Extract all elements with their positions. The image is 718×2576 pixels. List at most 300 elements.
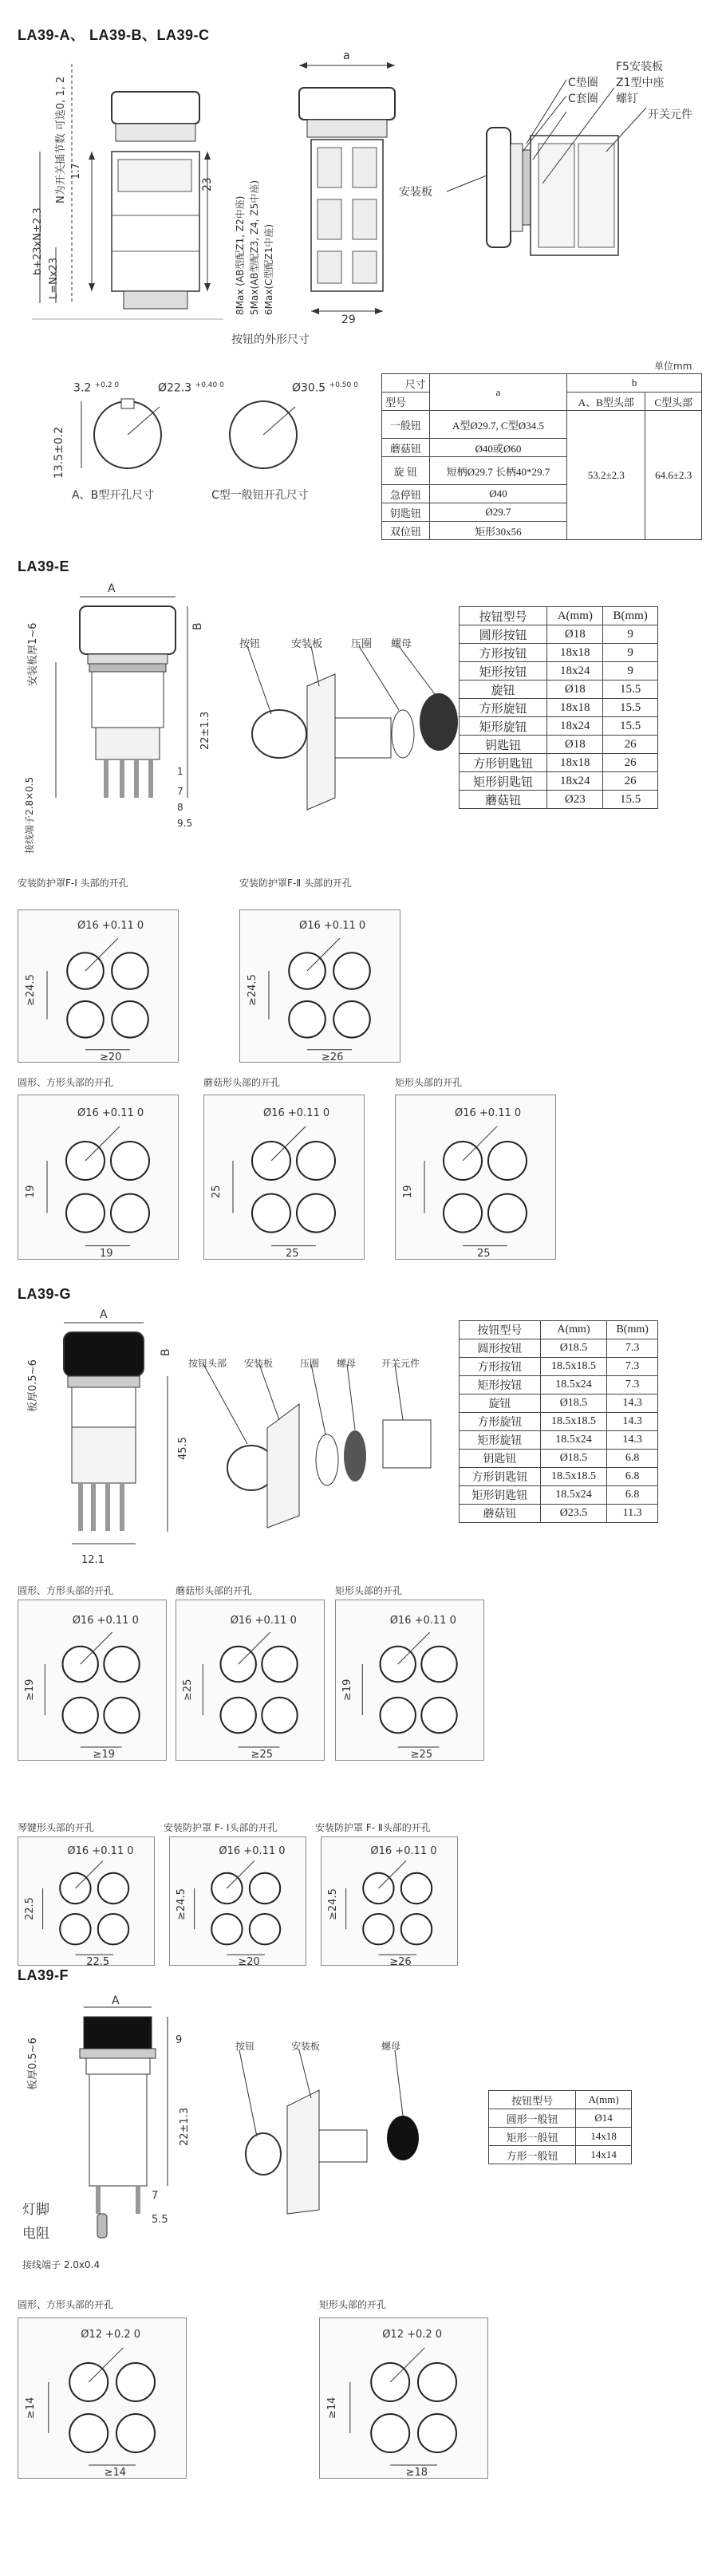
g-r8c1: 18.5x24	[540, 1486, 607, 1505]
f-dim-7: 7	[152, 2190, 159, 2202]
g-th-2: B(mm)	[607, 1321, 658, 1339]
hole-circle	[111, 1142, 149, 1180]
abc-table-h-size: 尺寸	[404, 377, 426, 390]
f-exploded-drawing	[223, 2042, 463, 2218]
abc-dim-nlabel: N为开关插节数 可选0, 1, 2	[55, 76, 67, 203]
hole-vertical-dim: 22.5	[23, 1896, 36, 1920]
e-side-drawing	[32, 590, 199, 854]
e-callout-nut: 螺母	[391, 638, 412, 650]
hole-circle	[262, 1698, 297, 1733]
table-row	[460, 662, 658, 680]
e-r3c1: Ø18	[547, 680, 603, 699]
g-dim-panel: 板厚0.5~6	[27, 1359, 39, 1412]
g-r2c2: 7.3	[607, 1376, 658, 1395]
e-hole-bot-1-svg	[204, 1095, 364, 1259]
e-dim-a: A	[108, 582, 116, 595]
f-callout-nut: 螺母	[381, 2041, 401, 2052]
e-dim-8: 8	[177, 802, 183, 813]
hole-circle	[381, 1698, 416, 1733]
g-r4c2: 14.3	[607, 1413, 658, 1431]
e-hole-bot-0	[18, 1095, 179, 1260]
abc-callout-switch: 开关元件	[648, 108, 692, 121]
g-r2c0: 矩形按钮	[460, 1376, 541, 1395]
abc-hole-c-label: C型一般钮开孔尺寸	[211, 489, 309, 502]
f-dim-pin: 接线端子 2.0x0.4	[22, 2259, 101, 2270]
g-r1c0: 方形按钮	[460, 1358, 541, 1376]
hole-circle	[60, 1914, 90, 1944]
table-row	[460, 1358, 658, 1376]
hole-circle	[262, 1647, 297, 1682]
abc-hole-c	[215, 391, 311, 479]
e-r8c0: 矩形钥匙钮	[460, 772, 547, 791]
hole-circle	[104, 1698, 139, 1733]
e-r8c2: 26	[603, 772, 658, 791]
g-th-0: 按钮型号	[460, 1321, 541, 1339]
hole-horizontal-dim: ≥18	[405, 2467, 428, 2479]
f-dim-22: 22±1.3	[179, 2107, 191, 2146]
hole-circle	[444, 1194, 482, 1233]
hole-circle	[112, 1001, 148, 1038]
abc-row-1-a: Ø40或Ø60	[429, 439, 566, 457]
g-callout-switch: 开关元件	[381, 1358, 420, 1369]
table-row	[489, 2146, 632, 2164]
g-hole-bot-0-title: 琴键形头部的开孔	[18, 1822, 95, 1833]
hole-diameter-label: Ø16 +0.11 0	[77, 1107, 144, 1119]
section-title-e: LA39-E	[18, 558, 70, 574]
abc-hole-c-dia-tol: +0.50 0	[329, 381, 358, 389]
hole-diameter-label: Ø16 +0.11 0	[77, 920, 144, 933]
abc-dim-a: a	[343, 49, 350, 62]
abc-side-drawing	[16, 48, 223, 351]
hole-diameter-label: Ø16 +0.11 0	[67, 1845, 134, 1858]
g-r5c0: 矩形旋钮	[460, 1431, 541, 1450]
hole-circle	[112, 953, 148, 989]
abc-b-ab-value: 53.2±2.3	[567, 411, 645, 540]
table-row	[460, 1413, 658, 1431]
hole-circle	[98, 1914, 128, 1944]
g-hole-top-2	[335, 1600, 484, 1761]
e-r7c1: 18x18	[547, 754, 603, 772]
hole-vertical-dim: ≥19	[341, 1679, 354, 1701]
f-dim-panel: 板厚0.5~6	[27, 2038, 39, 2090]
abc-hole-ab-dia	[158, 381, 224, 395]
hole-diameter-label: Ø16 +0.11 0	[370, 1845, 437, 1858]
hole-circle	[371, 2414, 409, 2452]
e-callout-ring: 压圈	[351, 638, 373, 650]
e-r6c1: Ø18	[547, 736, 603, 754]
e-r0c2: 9	[603, 625, 658, 644]
hole-circle	[111, 1194, 149, 1233]
hole-circle	[363, 1914, 393, 1944]
g-hole-bot-1-title: 安装防护罩 F- Ⅰ头部的开孔	[164, 1822, 278, 1833]
hole-circle	[289, 1001, 325, 1038]
hole-vertical-dim: ≥24.5	[25, 974, 37, 1007]
abc-hole-ab-key	[73, 381, 119, 395]
g-callout-ring: 压圈	[300, 1358, 320, 1369]
table-row	[460, 625, 658, 644]
e-dim-7: 7	[177, 786, 183, 797]
table-row	[460, 791, 658, 809]
e-r2c0: 矩形按钮	[460, 662, 547, 680]
g-r3c1: Ø18.5	[540, 1395, 607, 1413]
hole-circle	[421, 1698, 456, 1733]
e-r9c1: Ø23	[547, 791, 603, 809]
e-hole-bot-0-svg	[18, 1095, 178, 1259]
hole-circle	[252, 1194, 290, 1233]
abc-hole-ab-dia-tol: +0.40 0	[195, 381, 224, 389]
hole-circle	[297, 1142, 335, 1180]
f-hole-0-title: 圆形、方形头部的开孔	[18, 2299, 114, 2310]
hole-circle	[221, 1698, 256, 1733]
e-hole-top-0	[18, 909, 179, 1063]
g-r5c2: 14.3	[607, 1431, 658, 1450]
g-hole-top-2-title: 矩形头部的开孔	[335, 1585, 403, 1596]
abc-dim-29: 29	[341, 314, 356, 326]
e-hole-top-1	[239, 909, 400, 1063]
f-th-1: A(mm)	[576, 2091, 632, 2109]
abc-max-label-3: 6Max(C型配Z1中座)	[263, 223, 274, 315]
e-r4c2: 15.5	[603, 699, 658, 717]
abc-table-header-b: b	[567, 374, 702, 393]
table-row	[460, 680, 658, 699]
section-title-g: LA39-G	[18, 1286, 72, 1302]
g-hole-top-0	[18, 1600, 167, 1761]
hole-vertical-dim: ≥24.5	[175, 1888, 187, 1920]
g-r4c1: 18.5x18.5	[540, 1413, 607, 1431]
hole-circle	[421, 1647, 456, 1682]
abc-callout-panel: 安装板	[399, 186, 432, 199]
table-row	[460, 1339, 658, 1358]
g-r7c1: 18.5x18.5	[540, 1468, 607, 1486]
e-r2c1: 18x24	[547, 662, 603, 680]
hole-horizontal-dim: ≥26	[322, 1051, 344, 1063]
g-r6c1: Ø18.5	[540, 1450, 607, 1468]
abc-outline-label: 按钮的外形尺寸	[231, 333, 310, 346]
e-r7c2: 26	[603, 754, 658, 772]
e-r2c2: 9	[603, 662, 658, 680]
g-r9c2: 11.3	[607, 1505, 658, 1523]
g-r3c0: 旋钮	[460, 1395, 541, 1413]
abc-dim-bx: b+23xN±2.3	[32, 207, 44, 275]
e-spec-table	[459, 606, 658, 809]
hole-horizontal-dim: ≥25	[251, 1749, 274, 1761]
e-r0c0: 圆形按钮	[460, 625, 547, 644]
hole-horizontal-dim: 25	[477, 1247, 491, 1260]
g-r4c0: 方形旋钮	[460, 1413, 541, 1431]
f-r0c0: 圆形一般钮	[489, 2109, 576, 2128]
hole-horizontal-dim: ≥25	[410, 1749, 433, 1761]
g-r8c2: 6.8	[607, 1486, 658, 1505]
table-row	[382, 411, 702, 439]
e-dim-9-5: 9.5	[177, 818, 193, 829]
hole-vertical-dim: ≥24.5	[326, 1888, 339, 1920]
abc-row-4-name: 钥匙钮	[382, 503, 430, 522]
g-hole-top-0-title: 圆形、方形头部的开孔	[18, 1585, 114, 1596]
e-r5c0: 矩形旋钮	[460, 717, 547, 736]
e-dim-22: 22±1.3	[199, 711, 211, 750]
hole-circle	[116, 2414, 155, 2452]
hole-vertical-dim: ≥25	[182, 1679, 195, 1701]
g-r9c1: Ø23.5	[540, 1505, 607, 1523]
hole-diameter-label: Ø16 +0.11 0	[72, 1614, 139, 1627]
e-r3c0: 旋钮	[460, 680, 547, 699]
f-hole-1	[319, 2318, 488, 2479]
abc-row-0-a: A型Ø29.7, C型Ø34.5	[429, 411, 566, 439]
hole-vertical-dim: 25	[211, 1185, 223, 1198]
section-title-abc: LA39-A、 LA39-B、LA39-C	[18, 27, 210, 43]
g-callout-nut: 螺母	[337, 1358, 357, 1369]
hole-circle	[418, 2414, 456, 2452]
hole-circle	[250, 1873, 280, 1903]
abc-row-1-name: 蘑菇钮	[382, 439, 430, 457]
hole-vertical-dim: ≥19	[24, 1679, 37, 1701]
table-row	[460, 1505, 658, 1523]
g-dim-a: A	[100, 1308, 108, 1321]
e-dim-pin: 接线端子2.8×0.5	[24, 776, 35, 854]
abc-table-header-b-c: C型头部	[645, 393, 702, 411]
abc-table-header-type: 型号	[382, 393, 430, 411]
hole-circle	[66, 1194, 105, 1233]
hole-diameter-label: Ø16 +0.11 0	[263, 1107, 330, 1119]
e-r7c0: 方形钥匙钮	[460, 754, 547, 772]
hole-horizontal-dim: 22.5	[86, 1955, 110, 1968]
e-r6c0: 钥匙钮	[460, 736, 547, 754]
g-exploded-drawing	[191, 1356, 463, 1532]
abc-hole-ab	[80, 391, 176, 479]
hole-circle	[104, 1647, 139, 1682]
abc-callout-c-washer: C垫圈	[568, 77, 598, 89]
table-row	[460, 717, 658, 736]
hole-circle	[67, 1001, 104, 1038]
g-r0c1: Ø18.5	[540, 1339, 607, 1358]
g-callout-panel: 安装板	[244, 1358, 274, 1369]
abc-spec-table	[381, 373, 702, 540]
section-title-f: LA39-F	[18, 1967, 69, 1983]
e-hole-top-1-title: 安装防护罩F-Ⅱ 头部的开孔	[239, 878, 352, 889]
g-r1c1: 18.5x18.5	[540, 1358, 607, 1376]
hole-diameter-label: Ø16 +0.11 0	[389, 1614, 456, 1627]
abc-hole-ab-key-tol: +0.2 0	[94, 381, 120, 389]
table-row	[460, 1376, 658, 1395]
abc-dim-23: 23	[201, 177, 214, 191]
abc-row-0-name: 一般钮	[382, 411, 430, 439]
table-row	[460, 772, 658, 791]
e-hole-top-0-svg	[18, 910, 178, 1062]
hole-diameter-label: Ø16 +0.11 0	[299, 920, 366, 933]
e-hole-top-0-title: 安装防护罩F-Ⅰ 头部的开孔	[18, 878, 128, 889]
e-hole-bot-1-title: 蘑菇形头部的开孔	[203, 1077, 281, 1088]
g-side-drawing	[40, 1316, 199, 1556]
e-r5c1: 18x24	[547, 717, 603, 736]
f-r1c0: 矩形一般钮	[489, 2128, 576, 2146]
f-r2c0: 方形一般钮	[489, 2146, 576, 2164]
hole-circle	[98, 1873, 128, 1903]
e-r9c0: 蘑菇钮	[460, 791, 547, 809]
hole-circle	[401, 1914, 432, 1944]
g-dim-12: 12.1	[81, 1554, 105, 1566]
table-row	[460, 736, 658, 754]
abc-callout-c-sleeve: C套圈	[568, 93, 598, 105]
g-dim-45: 45.5	[177, 1437, 189, 1460]
hole-diameter-label: Ø16 +0.11 0	[219, 1845, 286, 1858]
g-r6c0: 钥匙钮	[460, 1450, 541, 1468]
hole-circle	[63, 1698, 98, 1733]
table-row	[460, 1431, 658, 1450]
hole-circle	[333, 1001, 370, 1038]
table-row	[460, 1486, 658, 1505]
hole-vertical-dim: ≥24.5	[247, 974, 258, 1007]
abc-max-label-2: 5Max(AB型配Z3, Z4, Z5中座)	[249, 179, 260, 315]
hole-horizontal-dim: ≥20	[238, 1955, 260, 1968]
e-th-1: A(mm)	[547, 607, 603, 625]
hole-circle	[488, 1194, 527, 1233]
abc-hole-ab-label: A、B型开孔尺寸	[72, 489, 155, 502]
e-hole-bot-1	[203, 1095, 365, 1260]
f-hole-1-svg	[320, 2318, 487, 2478]
f-r0c1: Ø14	[576, 2109, 632, 2128]
g-hole-top-1-title: 蘑菇形头部的开孔	[176, 1585, 253, 1596]
e-dim-1: 1	[177, 766, 183, 777]
e-r1c2: 9	[603, 644, 658, 662]
g-r0c0: 圆形按钮	[460, 1339, 541, 1358]
abc-table-header-a: a	[429, 374, 566, 411]
table-row	[460, 644, 658, 662]
g-r1c2: 7.3	[607, 1358, 658, 1376]
hole-circle	[418, 2363, 456, 2401]
f-th-0: 按钮型号	[489, 2091, 576, 2109]
abc-callout-f5-panel: F5安装板	[616, 61, 663, 73]
table-row	[460, 754, 658, 772]
hole-circle	[69, 2414, 108, 2452]
e-r1c0: 方形按钮	[460, 644, 547, 662]
abc-row-5-name: 双位钮	[382, 522, 430, 540]
g-hole-bot-2	[321, 1836, 458, 1966]
hole-diameter-label: Ø12 +0.2 0	[382, 2328, 443, 2341]
e-hole-bot-0-title: 圆形、方形头部的开孔	[18, 1077, 114, 1088]
table-row	[489, 2109, 632, 2128]
f-callout-panel: 安装板	[291, 2041, 321, 2052]
hole-circle	[401, 1873, 432, 1903]
f-dim-res: 电阻	[22, 2226, 49, 2242]
e-th-2: B(mm)	[603, 607, 658, 625]
hole-vertical-dim: ≥14	[25, 2397, 37, 2419]
e-r1c1: 18x18	[547, 644, 603, 662]
g-r8c0: 矩形钥匙钮	[460, 1486, 541, 1505]
g-r0c2: 7.3	[607, 1339, 658, 1358]
g-dim-b: B	[160, 1348, 172, 1356]
abc-unit-label: 单位mm	[654, 361, 692, 372]
e-dim-b: B	[191, 622, 204, 630]
abc-hole-c-dia-value: Ø30.5	[292, 381, 326, 395]
hole-horizontal-dim: 25	[286, 1247, 299, 1260]
e-th-0: 按钮型号	[460, 607, 547, 625]
table-row	[460, 1450, 658, 1468]
hole-circle	[488, 1142, 527, 1180]
table-row	[460, 699, 658, 717]
hole-vertical-dim: ≥14	[326, 2397, 339, 2419]
e-dim-panel: 安装板厚1~6	[27, 622, 39, 686]
g-r3c2: 14.3	[607, 1395, 658, 1413]
e-r5c2: 15.5	[603, 717, 658, 736]
hole-horizontal-dim: ≥26	[389, 1955, 412, 1968]
f-spec-table	[488, 2090, 632, 2164]
hole-circle	[211, 1914, 242, 1944]
f-r1c1: 14x18	[576, 2128, 632, 2146]
abc-row-2-name: 旋 钮	[382, 457, 430, 485]
hole-diameter-label: Ø16 +0.11 0	[455, 1107, 522, 1119]
abc-row-2-a: 短柄Ø29.7 长柄40*29.7	[429, 457, 566, 485]
e-callout-panel: 安装板	[291, 638, 323, 650]
abc-hole-ab-h: 13.5±0.2	[53, 426, 65, 479]
abc-dim-lnx23: L=Nx23	[48, 257, 60, 299]
hole-diameter-label: Ø16 +0.11 0	[230, 1614, 297, 1627]
g-th-1: A(mm)	[540, 1321, 607, 1339]
e-hole-bot-2-svg	[396, 1095, 555, 1259]
hole-vertical-dim: 19	[402, 1185, 414, 1198]
hole-circle	[250, 1914, 280, 1944]
g-hole-bot-2-title: 安装防护罩 F- Ⅱ头部的开孔	[315, 1822, 431, 1833]
abc-front-drawing	[287, 48, 407, 335]
g-hole-bot-1	[169, 1836, 306, 1966]
e-hole-bot-2	[395, 1095, 556, 1260]
g-hole-top-1	[176, 1600, 325, 1761]
e-r4c0: 方形旋钮	[460, 699, 547, 717]
e-r8c1: 18x24	[547, 772, 603, 791]
f-hole-0	[18, 2318, 187, 2479]
abc-row-3-name: 急停钮	[382, 485, 430, 503]
e-r3c2: 15.5	[603, 680, 658, 699]
hole-horizontal-dim: ≥14	[104, 2467, 127, 2479]
g-r5c1: 18.5x24	[540, 1431, 607, 1450]
abc-table-header-size	[382, 374, 430, 393]
f-side-drawing	[48, 2002, 191, 2266]
hole-horizontal-dim: ≥20	[100, 1051, 122, 1063]
table-row	[489, 2128, 632, 2146]
g-r2c1: 18.5x24	[540, 1376, 607, 1395]
f-dim-a: A	[112, 1994, 120, 2007]
g-spec-table	[459, 1320, 658, 1523]
g-r7c0: 方形钥匙钮	[460, 1468, 541, 1486]
table-row	[460, 1468, 658, 1486]
f-r2c1: 14x14	[576, 2146, 632, 2164]
e-callout-button: 按钮	[239, 638, 261, 650]
e-hole-bot-2-title: 矩形头部的开孔	[395, 1077, 463, 1088]
table-row	[460, 1395, 658, 1413]
f-dim-5-5: 5.5	[152, 2214, 168, 2226]
e-r0c1: Ø18	[547, 625, 603, 644]
f-dim-lamp: 灯脚	[22, 2202, 49, 2218]
hole-horizontal-dim: 19	[100, 1247, 113, 1260]
g-r7c2: 6.8	[607, 1468, 658, 1486]
abc-hole-ab-dia-value: Ø22.3	[158, 381, 192, 395]
abc-row-4-a: Ø29.7	[429, 503, 566, 522]
abc-max-label-1: 8Max (AB型配Z1, Z2中座)	[235, 195, 246, 315]
abc-dim-1-7: 1.7	[70, 163, 82, 179]
abc-row-3-a: Ø40	[429, 485, 566, 503]
f-callout-button: 按钮	[235, 2041, 255, 2052]
abc-b-c-value: 64.6±2.3	[645, 411, 702, 540]
hole-horizontal-dim: ≥19	[93, 1749, 116, 1761]
hole-circle	[333, 953, 370, 989]
g-callout-head: 按钮头部	[188, 1358, 227, 1369]
hole-circle	[116, 2363, 155, 2401]
e-hole-top-1-svg	[240, 910, 400, 1062]
g-r6c2: 6.8	[607, 1450, 658, 1468]
e-exploded-drawing	[231, 630, 471, 814]
abc-hole-ab-key-value: 3.2	[73, 381, 92, 395]
hole-circle	[297, 1194, 335, 1233]
g-r9c0: 蘑菇钮	[460, 1505, 541, 1523]
